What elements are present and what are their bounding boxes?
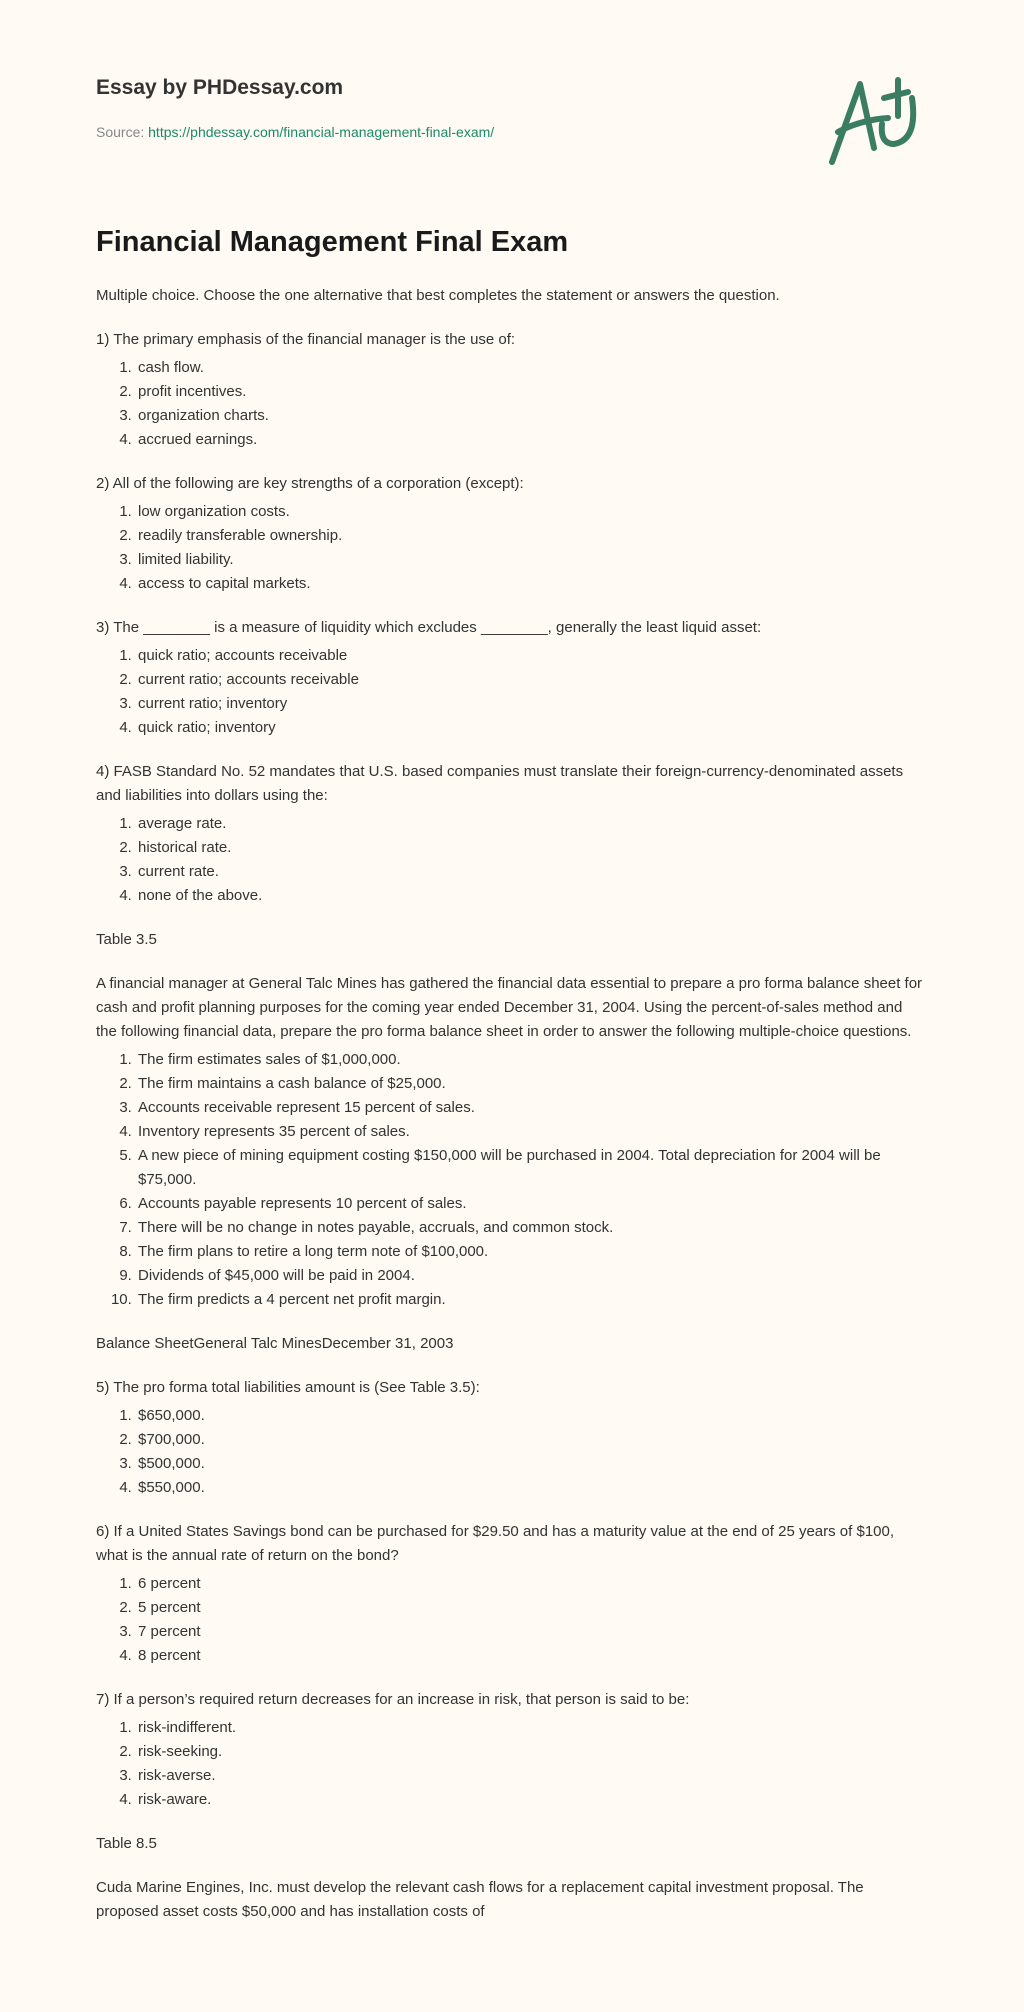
list-item: 4. accrued earnings. xyxy=(136,428,926,452)
list-item: 1. risk-indifferent. xyxy=(136,1716,926,1740)
question-text: 7) If a person’s required return decreases for an increase in risk, that person is said to be: xyxy=(96,1691,690,1708)
answer-list xyxy=(96,812,926,908)
list-item: 4. none of the above. xyxy=(136,884,926,908)
list-item: 2. current ratio; accounts receivable xyxy=(136,668,926,692)
list-item: 2. historical rate. xyxy=(136,836,926,860)
answer-list xyxy=(96,356,926,452)
paragraph: Balance SheetGeneral Talc MinesDecember 31, 2003 xyxy=(96,1335,454,1352)
list-item: 9. Dividends of $45,000 will be paid in 2004. xyxy=(136,1264,926,1288)
site-brand: Essay by PHDessay.com xyxy=(96,76,344,99)
list-item: 10. The firm predicts a 4 percent net profit margin. xyxy=(136,1288,926,1312)
answer-list xyxy=(96,500,926,596)
answer-list xyxy=(96,644,926,740)
list-item: 8. The firm plans to retire a long term note of $100,000. xyxy=(136,1240,926,1264)
list-item: 3. 7 percent xyxy=(136,1620,926,1644)
answer-list xyxy=(96,1048,926,1312)
list-item: 1. average rate. xyxy=(136,812,926,836)
answer-list xyxy=(96,1716,926,1812)
list-item: 1. 6 percent xyxy=(136,1572,926,1596)
list-item: 4. quick ratio; inventory xyxy=(136,716,926,740)
question-text: 5) The pro forma total liabilities amount is (See Table 3.5): xyxy=(96,1379,480,1396)
list-item: 7. There will be no change in notes payable, accruals, and common stock. xyxy=(136,1216,926,1240)
list-item: 4. risk-aware. xyxy=(136,1788,926,1812)
list-item: 1. The firm estimates sales of $1,000,000. xyxy=(136,1048,926,1072)
question-text: 3) The ________ is a measure of liquidity which excludes ________, generally the least liquid asset: xyxy=(96,619,762,636)
list-item: 1. low organization costs. xyxy=(136,500,926,524)
question-text: 4) FASB Standard No. 52 mandates that U.S. based companies must translate their foreign-currency-denominated assets and liabilities into dollars using the: xyxy=(96,763,904,804)
source-link[interactable]: https://phdessay.com/financial-management-final-exam/ xyxy=(148,124,495,140)
answer-list xyxy=(96,1572,926,1668)
list-item: 2. risk-seeking. xyxy=(136,1740,926,1764)
source-line xyxy=(96,124,494,140)
list-item: 4. 8 percent xyxy=(136,1644,926,1668)
page-title: Financial Management Final Exam xyxy=(96,226,569,258)
list-item: 3. current rate. xyxy=(136,860,926,884)
paragraph: Cuda Marine Engines, Inc. must develop the relevant cash flows for a replacement capital investment proposal. The proposed asset costs $50,000 and has installation costs of xyxy=(96,1879,864,1920)
list-item: 2. $700,000. xyxy=(136,1428,926,1452)
list-item: 3. current ratio; inventory xyxy=(136,692,926,716)
list-item: 2. profit incentives. xyxy=(136,380,926,404)
list-item: 4. access to capital markets. xyxy=(136,572,926,596)
list-item: 6. Accounts payable represents 10 percent of sales. xyxy=(136,1192,926,1216)
list-item: 3. organization charts. xyxy=(136,404,926,428)
list-item: 1. cash flow. xyxy=(136,356,926,380)
list-item: 2. readily transferable ownership. xyxy=(136,524,926,548)
essay-body xyxy=(96,284,926,1944)
list-item: 3. $500,000. xyxy=(136,1452,926,1476)
source-label: Source: xyxy=(96,124,145,140)
question-text: 6) If a United States Savings bond can be purchased for $29.50 and has a maturity value at the end of 25 years of $100, what is the annual rate of return on the bond? xyxy=(96,1523,895,1564)
paragraph: Table 3.5 xyxy=(96,931,157,948)
list-item: 2. 5 percent xyxy=(136,1596,926,1620)
question-text: A financial manager at General Talc Mines has gathered the financial data essential to prepare a pro forma balance sheet for cash and profit planning purposes for the coming year ended December 31, 2004. Using the percent-of-sales method and the following financial data, prepare the pro forma balance sheet in order to answer the following multiple-choice questions. xyxy=(96,975,923,1040)
list-item: 3. Accounts receivable represent 15 percent of sales. xyxy=(136,1096,926,1120)
list-item: 5. A new piece of mining equipment costing $150,000 will be purchased in 2004. Total depreciation for 2004 will be $75,000. xyxy=(136,1144,926,1192)
list-item: 1. $650,000. xyxy=(136,1404,926,1428)
question-text: 1) The primary emphasis of the financial manager is the use of: xyxy=(96,331,516,348)
paragraph: Table 8.5 xyxy=(96,1835,157,1852)
list-item: 4. $550,000. xyxy=(136,1476,926,1500)
list-item: 3. risk-averse. xyxy=(136,1764,926,1788)
a-plus-logo-icon xyxy=(826,70,926,170)
question-text: 2) All of the following are key strengths of a corporation (except): xyxy=(96,475,524,492)
answer-list xyxy=(96,1404,926,1500)
list-item: 2. The firm maintains a cash balance of $25,000. xyxy=(136,1072,926,1096)
list-item: 4. Inventory represents 35 percent of sales. xyxy=(136,1120,926,1144)
list-item: 3. limited liability. xyxy=(136,548,926,572)
list-item: 1. quick ratio; accounts receivable xyxy=(136,644,926,668)
paragraph: Multiple choice. Choose the one alternative that best completes the statement or answers the question. xyxy=(96,287,780,304)
